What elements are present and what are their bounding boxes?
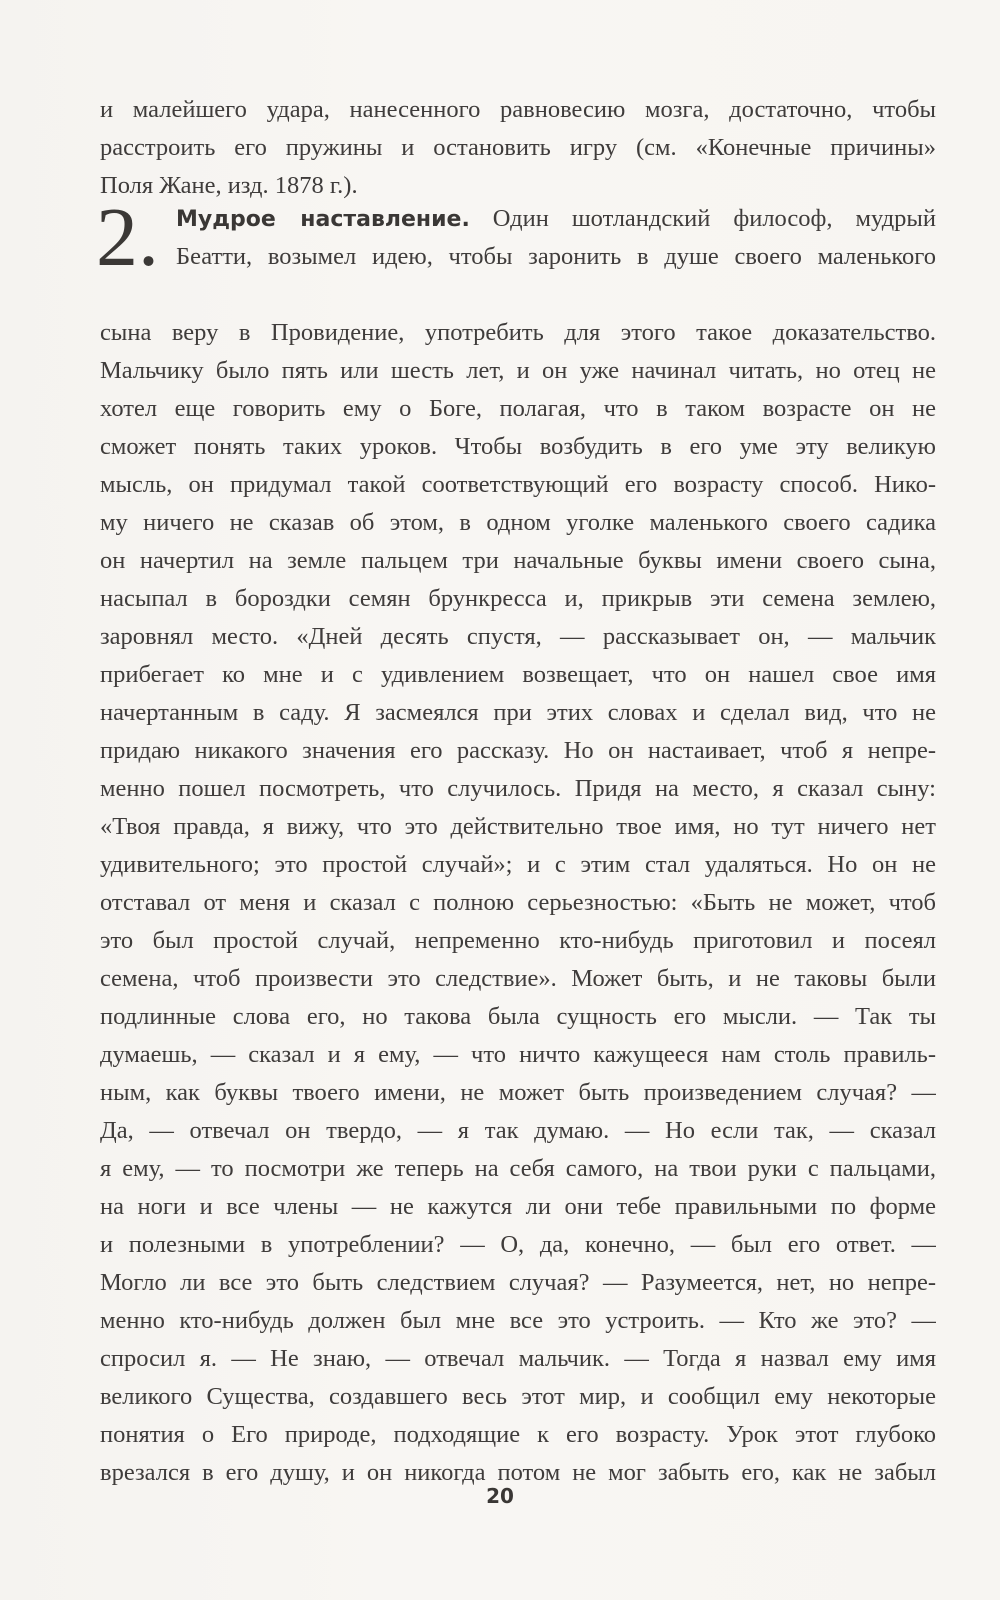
text-line: подлинные слова его, но такова была сущность его мысли. — Так ты bbox=[100, 1003, 936, 1030]
text-line: я ему, — то посмотри же теперь на себя самого, на твои руки с пальцами, bbox=[100, 1155, 936, 1182]
text-line: сможет понять таких уроков. Чтобы возбудить в его уме эту великую bbox=[100, 433, 936, 460]
text-line: хотел еще говорить ему о Боге, полагая, что в таком возрасте он не bbox=[100, 395, 936, 422]
text-line: ным, как буквы твоего имени, не может быть произведением случая? — bbox=[100, 1079, 936, 1106]
text-line: спросил я. — Не знаю, — отвечал мальчик. — Тогда я назвал ему имя bbox=[100, 1345, 936, 1372]
text-line: и малейшего удара, нанесенного равновесию мозга, достаточно, чтобы bbox=[100, 96, 936, 123]
text-line: отставал от меня и сказал с полною серьезностью: «Быть не может, чтоб bbox=[100, 889, 936, 916]
section-first-line-text: Один шотландский философ, мудрый bbox=[492, 205, 936, 232]
text-line: начертанным в саду. Я засмеялся при этих словах и сделал вид, что не bbox=[100, 699, 936, 726]
text-line: это был простой случай, непременно кто-нибудь приготовил и посеял bbox=[100, 927, 936, 954]
text-line: му ничего не сказав об этом, в одном уголке маленького своего садика bbox=[100, 509, 936, 536]
section-heading: Мудрое наставление. bbox=[176, 207, 470, 232]
text-line: насыпал в бороздки семян брункресса и, прикрыв эти семена землею, bbox=[100, 585, 936, 612]
text-line: думаешь, — сказал и я ему, — что ничто кажущееся нам столь правиль- bbox=[100, 1041, 936, 1068]
text-line: он начертил на земле пальцем три начальные буквы имени своего сына, bbox=[100, 547, 936, 574]
text-line: сына веру в Провидение, употребить для этого такое доказательство. bbox=[100, 319, 936, 346]
text-line: семена, чтоб произвести это следствие». Может быть, и не таковы были bbox=[100, 965, 936, 992]
section-first-lines bbox=[176, 200, 936, 276]
text-line: прибегает ко мне и с удивлением возвещает, что он нашел свое имя bbox=[100, 661, 936, 688]
text-line: Мальчику было пять или шесть лет, и он уже начинал читать, но отец не bbox=[100, 357, 936, 384]
text-line: расстроить его пружины и остановить игру (см. «Конечные причины» bbox=[100, 134, 936, 161]
text-line: понятия о Его природе, подходящие к его возрасту. Урок этот глубоко bbox=[100, 1421, 936, 1448]
text-line: врезался в его душу, и он никогда потом не мог забыть его, как не забыл bbox=[100, 1459, 936, 1486]
text-line: на ноги и все члены — не кажутся ли они тебе правильными по форме bbox=[100, 1193, 936, 1220]
text-line: Поля Жане, изд. 1878 г.). bbox=[100, 172, 358, 199]
text-line: Могло ли все это быть следствием случая? — Разумеется, нет, но непре- bbox=[100, 1269, 936, 1296]
text-line: «Твоя правда, я вижу, что это действительно твое имя, но тут ничего нет bbox=[100, 813, 936, 840]
page-number: 20 bbox=[486, 1484, 514, 1508]
text-line: менно пошел посмотреть, что случилось. Придя на место, я сказал сыну: bbox=[100, 775, 936, 802]
text-line: Да, — отвечал он твердо, — я так думаю. — Но если так, — сказал bbox=[100, 1117, 936, 1144]
intro-paragraph bbox=[100, 91, 936, 205]
text-line: великого Существа, создавшего весь этот мир, и сообщил ему некоторые bbox=[100, 1383, 936, 1410]
text-line: заровнял место. «Дней десять спустя, — рассказывает он, — мальчик bbox=[100, 623, 936, 650]
section-number-dropcap: 2. bbox=[96, 191, 159, 284]
section-first-line bbox=[176, 200, 936, 238]
text-line: удивительного; это простой случай»; и с этим стал удаляться. Но он не bbox=[100, 851, 936, 878]
section-body bbox=[100, 314, 936, 1492]
text-line: и полезными в употреблении? — О, да, конечно, — был его ответ. — bbox=[100, 1231, 936, 1258]
text-line: менно кто-нибудь должен был мне все это устроить. — Кто же это? — bbox=[100, 1307, 936, 1334]
text-line: придаю никакого значения его рассказу. Но он настаивает, чтоб я непре- bbox=[100, 737, 936, 764]
section-second-line: Беатти, возымел идею, чтобы заронить в душе своего маленького bbox=[176, 243, 936, 270]
text-line: мысль, он придумал такой соответствующий его возрасту способ. Нико- bbox=[100, 471, 936, 498]
